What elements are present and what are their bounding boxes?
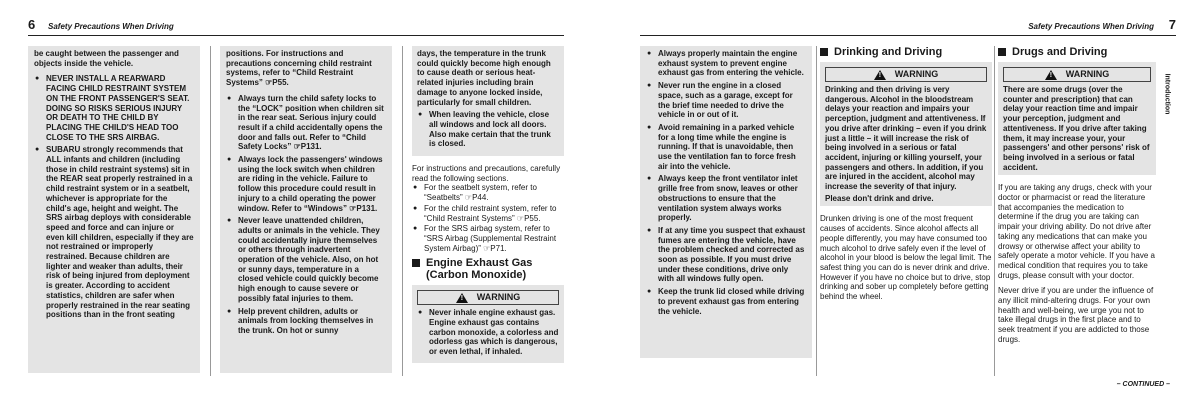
section-title: Engine Exhaust Gas (Carbon Monoxide) <box>426 257 533 282</box>
info-note <box>412 164 564 253</box>
warning-box <box>998 62 1156 175</box>
drugs-column <box>998 46 1156 351</box>
warning-continuation-box <box>412 46 564 156</box>
paragraph: Drunken driving is one of the most frequent causes of accidents. Since alcohol affects all people differently, you may have consumed too much alcohol to drive safely even if the level of alcohol in your blood is below the legal limit. The safest thing you can do is never drink and drive. However if you have no choice but to drive, stop drinking and sober up completely before getting behind the wheel. <box>820 214 992 302</box>
right-page <box>640 0 1176 400</box>
column-divider <box>816 46 817 376</box>
drinking-column <box>820 46 992 302</box>
left-page-header <box>28 17 564 36</box>
paragraph: Never drive if you are under the influence of any illicit mind-altering drugs. For your own health and well-being, we urge you not to take illegal drugs in the first place and to seek treatment if you are addicted to those drugs. <box>998 286 1154 344</box>
warning-bullet: ● SUBARU strongly recommends that ALL infants and children (including those in child restraint systems) sit in the REAR seat properly restrained in a child restraint system or in a seatbelt, whichever is appropriate for the child's age, height and weight. The SRS airbag deploys with considerable speed and force and can injure or even kill children, especially if they are not restrained or improperly restrained. Because children are lighter and weaker than adults, their risk of being injured from deployment is greater. According to accident statistics, children are safer when properly restrained in the rear seating positions than in the front seating <box>34 145 194 320</box>
warning-bullet: ● Always keep the front ventilator inlet grille free from snow, leaves or other obstructions to ensure that the ventilation system always works properly. <box>646 174 806 223</box>
warning-bullet: ● Help prevent children, adults or animals from locking themselves in the trunk. On hot or sunny <box>226 307 386 336</box>
warning-text: Drinking and then driving is very dangerous. Alcohol in the bloodstream delays your reaction and impairs your perception, judgment and attentiveness. If you drive after drinking – even if you drink just a little – it will increase the risk of being involved in a serious or fatal accident, injuring or killing yourself, your passengers and others. In addition, if you are injured in the accident, alcohol may increase the severity of that injury. <box>825 85 987 192</box>
paragraph: If you are taking any drugs, check with your doctor or pharmacist or read the literature that accompanies the medication to determine if the drug you are taking can impair your driving ability. Do not drive after taking any medications that can make you drowsy or otherwise affect your ability to safely operate a motor vehicle. If you have a medical condition that requires you to take drugs, please consult with your doctor. <box>998 183 1155 280</box>
info-item: ● For the SRS airbag system, refer to “SRS Airbag (Supplemental Restraint System Airbag)” ☞P71. <box>412 224 564 253</box>
warning-bullet: ● Never leave unattended children, adults or animals in the vehicle. They could accidentally injure themselves or others through inadvertent operation of the vehicle. Also, on hot or sunny days, temperature in a closed vehicle could quickly become high enough to cause severe or possibly fatal injuries to them. <box>226 216 386 303</box>
warning-bullet: ● When leaving the vehicle, close all windows and lock all doors. Also make certain that the trunk is closed. <box>417 110 559 149</box>
side-tab <box>1160 62 1174 126</box>
section-title: Drinking and Driving <box>834 46 943 58</box>
warning-bullet: ● If at any time you suspect that exhaust fumes are entering the vehicle, have the problem checked and corrected as soon as possible. If you must drive under these conditions, drive only with all windows fully open. <box>646 226 806 284</box>
paragraph: positions. For instructions and precautions concerning child restraint systems, refer to “Child Restraint Systems” ☞P55. <box>226 49 372 88</box>
warning-continuation-column-1 <box>640 46 812 358</box>
header-title: Safety Precautions When Driving <box>1028 22 1154 31</box>
page-number: 7 <box>1168 17 1176 32</box>
square-bullet-icon <box>412 259 420 267</box>
warning-bullet: ● Always turn the child safety locks to the “LOCK” position when children sit in the rear seat. Serious injury could result if a child accidentally opens the door and falls out. Refer to “Child Safety Locks” ☞P131. <box>226 94 386 152</box>
section-title: Drugs and Driving <box>1012 46 1108 58</box>
warning-label: WARNING <box>476 292 521 302</box>
square-bullet-icon <box>998 48 1006 56</box>
right-page-header <box>640 17 1176 36</box>
warning-triangle-icon <box>1045 70 1057 80</box>
section-heading-drugs <box>998 46 1156 58</box>
warning-closing: Please don't drink and drive. <box>825 193 934 203</box>
square-bullet-icon <box>820 48 828 56</box>
warning-bullet: ● Never run the engine in a closed space, such as a garage, except for the brief time needed to drive the vehicle in or out of it. <box>646 81 806 120</box>
left-page <box>28 0 564 400</box>
warning-header <box>1003 67 1151 82</box>
warning-label: WARNING <box>894 68 939 79</box>
info-item: ● For the child restraint system, refer to “Child Restraint Systems” ☞P55. <box>412 204 564 223</box>
section-heading-exhaust <box>412 257 564 281</box>
section-heading-drinking <box>820 46 992 58</box>
warning-bullet: ● Always properly maintain the engine exhaust system to prevent engine exhaust gas from entering the vehicle. <box>646 49 806 78</box>
warning-bullet: ● Always lock the passengers' windows using the lock switch when children are riding in the vehicle. Failure to follow this procedure could result in injury to a child operating the power window. Refer to “Windows” ☞P131. <box>226 155 386 213</box>
warning-header <box>417 290 559 305</box>
info-item: ● For the seatbelt system, refer to “Seatbelts” ☞P44. <box>412 183 564 202</box>
column-3 <box>412 46 564 376</box>
warning-box <box>412 285 564 363</box>
warning-text: There are some drugs (over the counter and prescription) that can delay your reaction time and impair your perception, judgment and attentiveness. If you drive after taking them, it may increase your, your passengers' and other persons' risk of being involved in a serious or fatal accident. <box>1003 85 1150 172</box>
warning-triangle-icon <box>874 70 886 80</box>
column-divider <box>402 46 403 376</box>
warning-bullet: ● Avoid remaining in a parked vehicle for a long time while the engine is running. If that is unavoidable, then use the ventilation fan to force fresh air into the vehicle. <box>646 123 806 172</box>
header-title: Safety Precautions When Driving <box>48 22 174 31</box>
warning-continuation-column-1 <box>28 46 200 373</box>
warning-triangle-icon <box>456 293 468 303</box>
warning-box <box>820 62 992 206</box>
column-divider <box>210 46 211 376</box>
warning-bullet: ● Keep the trunk lid closed while driving to prevent exhaust gas from entering the vehicle. <box>646 287 806 316</box>
continued-marker: – CONTINUED – <box>1116 381 1170 388</box>
warning-continuation-column-2 <box>220 46 392 373</box>
paragraph: days, the temperature in the trunk could quickly become high enough to cause death or serious heat-related injuries including brain damage to anyone locked inside, particularly for small children. <box>417 49 551 107</box>
warning-header <box>825 67 987 82</box>
warning-label: WARNING <box>1065 68 1110 79</box>
info-intro: For instructions and precautions, carefully read the following sections. <box>412 164 561 183</box>
side-tab-label: Introduction <box>1163 73 1171 115</box>
page-number: 6 <box>28 17 36 32</box>
column-divider <box>994 46 995 376</box>
paragraph: be caught between the passenger and objects inside the vehicle. <box>34 49 179 68</box>
warning-bullet: ● NEVER INSTALL A REARWARD FACING CHILD RESTRAINT SYSTEM ON THE FRONT PASSENGER'S SEAT. DOING SO RISKS SERIOUS INJURY OR DEATH TO THE CHILD BY PLACING THE CHILD'S HEAD TOO CLOSE TO THE SRS AIRBAG. <box>34 74 194 142</box>
warning-bullet: ● Never inhale engine exhaust gas. Engine exhaust gas contains carbon monoxide, a colorless and odorless gas which is dangerous, or even lethal, if inhaled. <box>417 308 559 357</box>
